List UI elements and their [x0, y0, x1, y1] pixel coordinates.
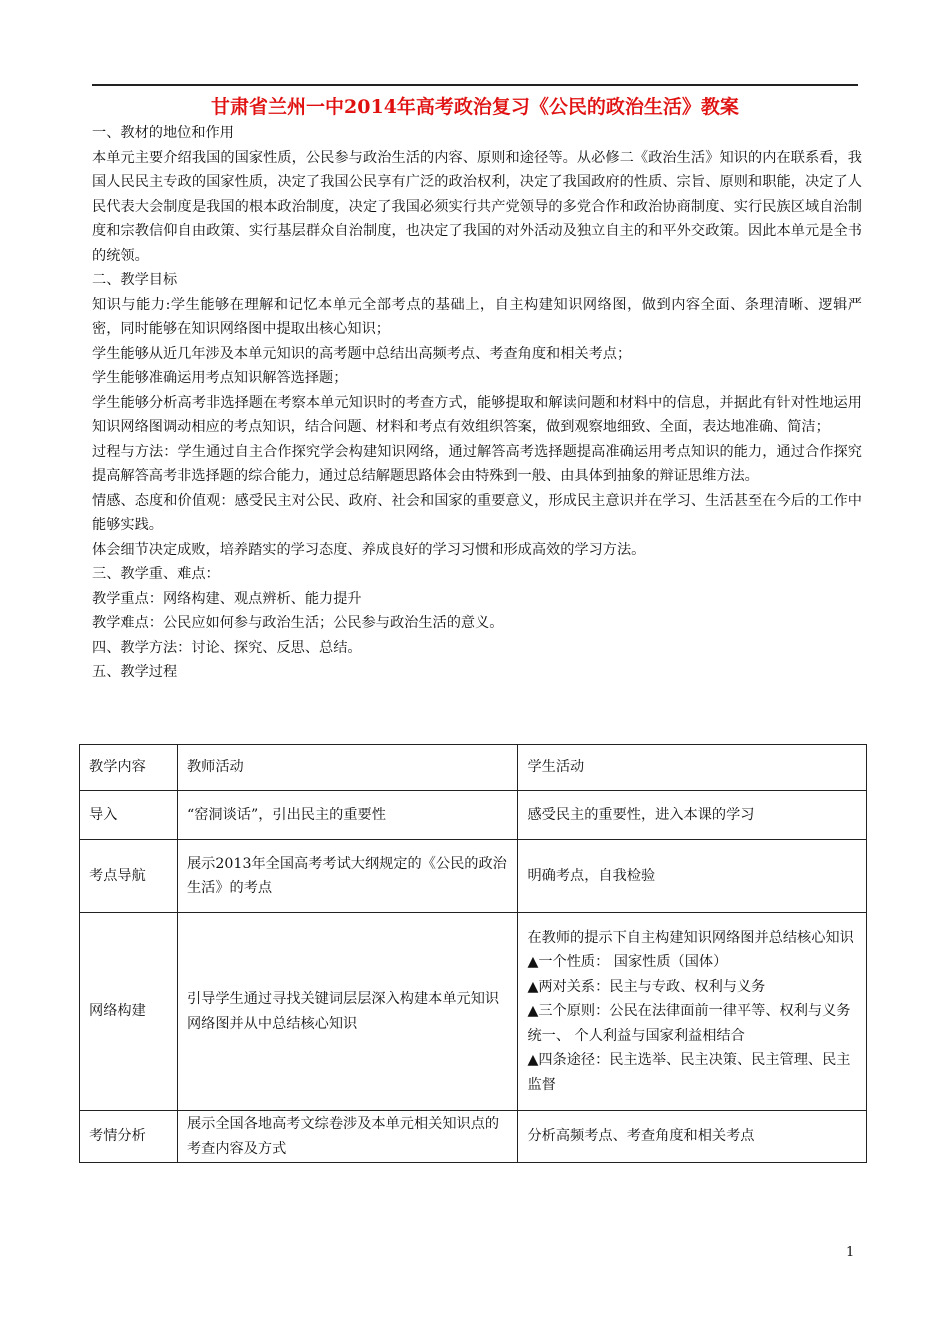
section-heading-2: 二、教学目标 — [92, 272, 178, 288]
table-row — [80, 840, 867, 913]
section-heading-5: 五、教学过程 — [92, 664, 178, 680]
body-paragraph: 知识与能力:学生能够在理解和记忆本单元全部考点的基础上，自主构建知识网络图，做到内容全面、条理清晰、逻辑严密，同时能够在知识网络图中提取出核心知识； — [92, 296, 862, 337]
student-line: ▲三个原则：公民在法律面前一律平等、权利与义务统一、 个人利益与国家利益相结合 — [527, 1003, 851, 1044]
table-cell-student — [518, 1111, 867, 1163]
document-title: 甘肃省兰州一中2014年高考政治复习《公民的政治生活》教案 — [211, 96, 739, 118]
body-paragraph: 情感、态度和价值观：感受民主对公民、政府、社会和国家的重要意义，形成民主意识并在学习、生活甚至在今后的工作中能够实践。 — [92, 492, 862, 533]
page-number: 1 — [846, 1245, 855, 1260]
teaching-process-table — [79, 744, 867, 1163]
table-cell-student — [518, 840, 867, 913]
table-row — [80, 1111, 867, 1163]
section-heading-4: 四、教学方法：讨论、探究、反思、总结。 — [92, 639, 362, 656]
header-rule — [92, 84, 858, 86]
student-line: 明确考点，自我检验 — [527, 867, 656, 884]
body-paragraph: 学生能够从近几年涉及本单元知识的高考题中总结出高频考点、考查角度和相关考点； — [92, 345, 632, 362]
table-header-cell: 教师活动 — [177, 745, 517, 791]
table-cell-student — [518, 913, 867, 1111]
table-cell-teacher: “窑洞谈话”，引出民主的重要性 — [177, 791, 517, 840]
table-cell-content: 导入 — [80, 791, 178, 840]
student-line: 分析高频考点、考查角度和相关考点 — [527, 1128, 755, 1145]
table-cell-content: 考点导航 — [80, 840, 178, 913]
table-header-cell: 教学内容 — [80, 745, 178, 791]
student-line: ▲四条途径：民主选举、民主决策、民主管理、民主监督 — [527, 1052, 851, 1093]
table-header-cell: 学生活动 — [518, 745, 867, 791]
student-line: 在教师的提示下自主构建知识网络图并总结核心知识 — [527, 929, 854, 946]
section-heading-1: 一、教材的地位和作用 — [92, 125, 234, 141]
student-line: ▲两对关系：民主与专政、权利与义务 — [527, 978, 766, 995]
table-row — [80, 913, 867, 1111]
student-line: 感受民主的重要性，进入本课的学习 — [527, 806, 755, 823]
body-paragraph: 本单元主要介绍我国的国家性质，公民参与政治生活的内容、原则和途径等。从必修二《政治生活》知识的内在联系看，我国人民民主专政的国家性质，决定了我国公民享有广泛的政治权利，决定了我国政府的性质、宗旨、原则和职能，决定了人民代表大会制度是我国的根本政治制度，决定了我国必须实行共产党领导的多党合作和政治协商制度、实行民族区域自治制度和宗教信仰自由政策、实行基层群众自治制度，也决定了我国的对外活动及独立自主的和平外交政策。因此本单元是全书的统领。 — [92, 149, 862, 264]
body-paragraph: 学生能够准确运用考点知识解答选择题； — [92, 370, 348, 386]
table-cell-student — [518, 791, 867, 840]
body-paragraph: 教学重点：网络构建、观点辨析、能力提升 — [92, 590, 362, 607]
body-paragraph: 体会细节决定成败，培养踏实的学习态度、养成良好的学习习惯和形成高效的学习方法。 — [92, 541, 646, 558]
table-cell-teacher: 展示全国各地高考文综卷涉及本单元相关知识点的考查内容及方式 — [177, 1111, 517, 1163]
document-body — [92, 121, 862, 685]
student-line: ▲一个性质： 国家性质（国体） — [527, 954, 728, 971]
table-cell-content: 考情分析 — [80, 1111, 178, 1163]
body-paragraph: 教学难点：公民应如何参与政治生活；公民参与政治生活的意义。 — [92, 615, 504, 631]
section-heading-3: 三、教学重、难点： — [92, 566, 220, 582]
body-paragraph: 过程与方法：学生通过自主合作探究学会构建知识网络，通过解答高考选择题提高准确运用考点知识的能力，通过合作探究提高解答高考非选择题的综合能力，通过总结解题思路体会由特殊到一般、由具体到抽象的辩证思维方法。 — [92, 443, 862, 484]
table-row — [80, 791, 867, 840]
body-paragraph: 学生能够分析高考非选择题在考察本单元知识时的考查方式，能够提取和解读问题和材料中的信息，并据此有针对性地运用知识网络图调动相应的考点知识，结合问题、材料和考点有效组织答案，做到观察地细致、全面，表达地准确、简洁； — [92, 394, 862, 435]
table-cell-teacher: 引导学生通过寻找关键词层层深入构建本单元知识网络图并从中总结核心知识 — [177, 913, 517, 1111]
table-header-row — [80, 745, 867, 791]
table-cell-content: 网络构建 — [80, 913, 178, 1111]
table-cell-teacher: 展示2013年全国高考考试大纲规定的《公民的政治生活》的考点 — [177, 840, 517, 913]
